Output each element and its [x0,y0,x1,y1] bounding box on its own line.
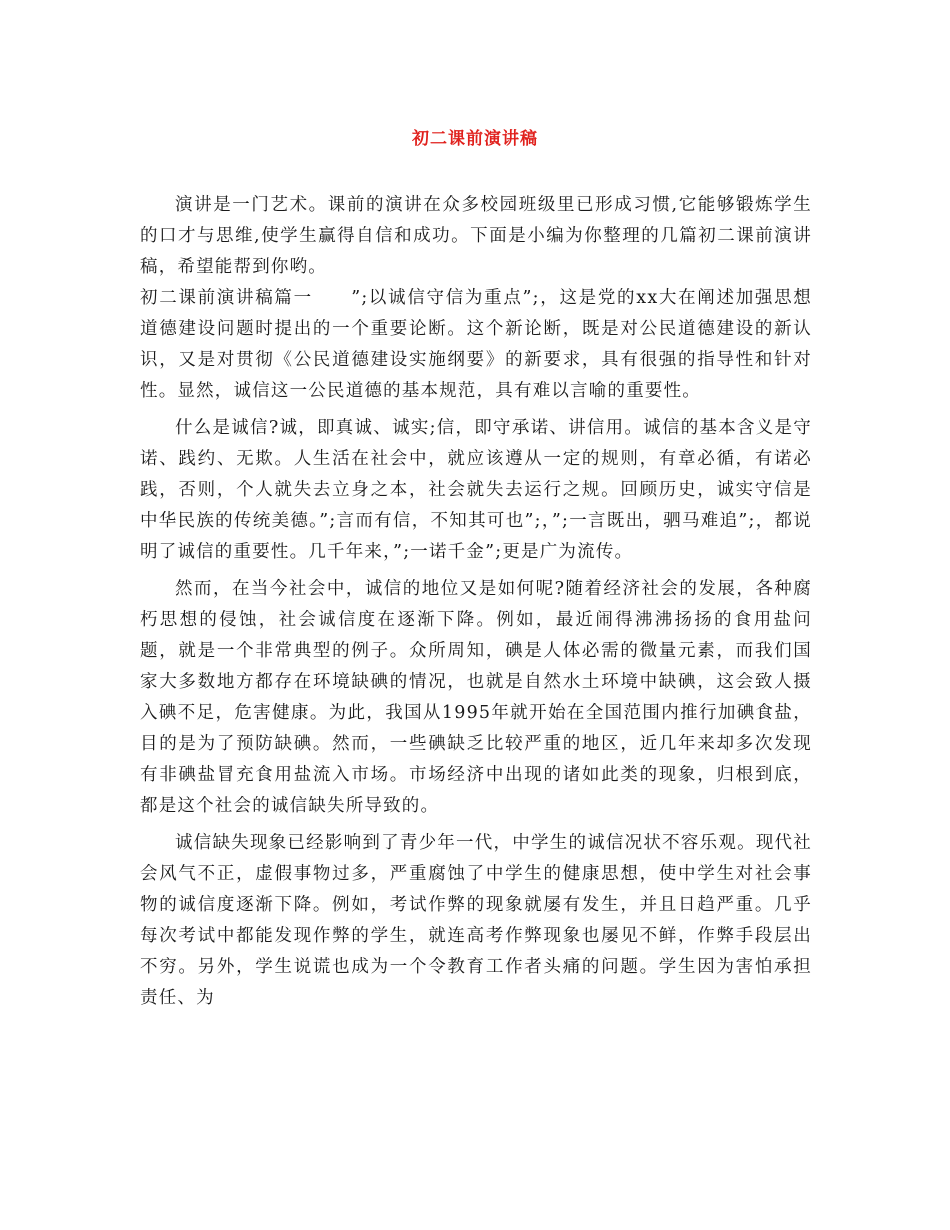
paragraph-speech-one: 初二课前演讲稿篇一 ”;以诚信守信为重点”;，这是党的xx大在阐述加强思想道德建设问题时提出的一个重要论断。这个新论断，既是对公民道德建设的新认识，又是对贯彻《公民道德建设实施纲要》的新要求，具有很强的指导性和针对性。显然，诚信这一公民道德的基本规范，具有难以言喻的重要性。 [140,288,812,401]
document-body [140,190,812,1014]
paragraph-students-integrity: 诚信缺失现象已经影响到了青少年一代，中学生的诚信况状不容乐观。现代社会风气不正，虚假事物过多，严重腐蚀了中学生的健康思想，使中学生对社会事物的诚信度逐渐下降。例如，考试作弊的现象就屡有发生，并且日趋严重。几乎每次考试中都能发现作弊的学生，就连高考作弊现象也屡见不鲜，作弊手段层出不穷。另外，学生说谎也成为一个令教育工作者头痛的问题。学生因为害怕承担责任、为 [140,833,812,1008]
document-title: 初二课前演讲稿 [412,129,538,149]
paragraph-integrity-today: 然而，在当今社会中，诚信的地位又是如何呢?随着经济社会的发展，各种腐朽思想的侵蚀，社会诚信度在逐渐下降。例如，最近闹得沸沸扬扬的食用盐问题，就是一个非常典型的例子。众所周知，碘是人体必需的微量元素，而我们国家大多数地方都存在环境缺碘的情况，也就是自然水土环境中缺碘，这会致人摄入碘不足，危害健康。为此，我国从1995年就开始在全国范围内推行加碘食盐，目的是为了预防缺碘。然而，一些碘缺乏比较严重的地区，近几年来却多次发现有非碘盐冒充食用盐流入市场。市场经济中出现的诸如此类的现象，归根到底，都是这个社会的诚信缺失所导致的。 [140,579,812,816]
paragraph-intro: 演讲是一门艺术。课前的演讲在众多校园班级里已形成习惯,它能够锻炼学生的口才与思维,使学生赢得自信和成功。下面是小编为你整理的几篇初二课前演讲稿，希望能帮到你哟。 [140,195,812,277]
paragraph-what-is-integrity: 什么是诚信?诚，即真诚、诚实;信，即守承诺、讲信用。诚信的基本含义是守诺、践约、无欺。人生活在社会中，就应该遵从一定的规则，有章必循，有诺必践，否则，个人就失去立身之本，社会就失去运行之规。回顾历史，诚实守信是中华民族的传统美德。”;言而有信，不知其可也”;，”;一言既出，驷马难追”;，都说明了诚信的重要性。几千年来，”;一诺千金”;更是广为流传。 [140,418,812,562]
